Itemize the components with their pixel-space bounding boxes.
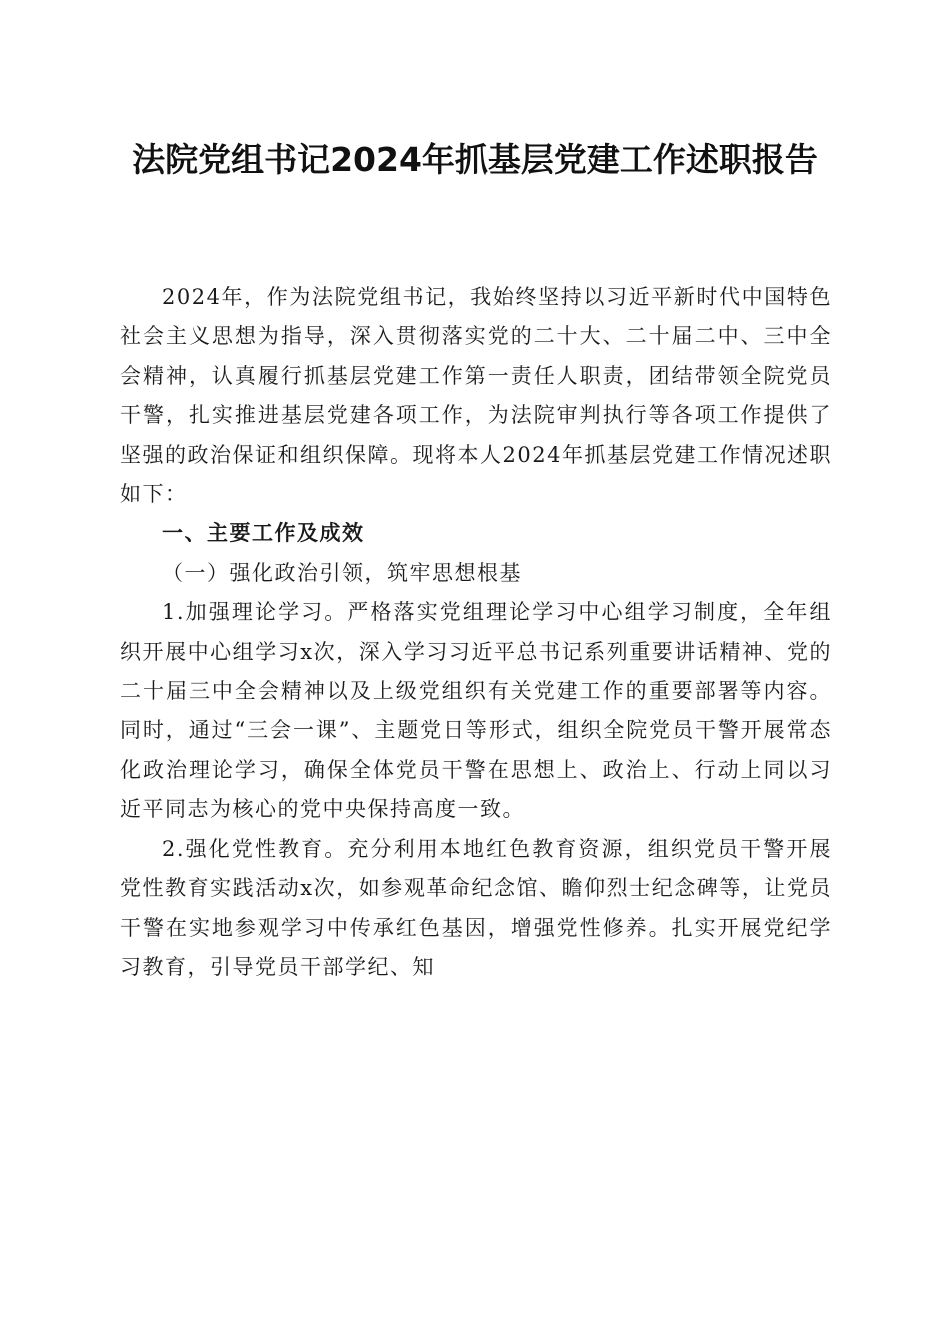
document-body <box>120 278 832 987</box>
item-party-education: 2.强化党性教育。充分利用本地红色教育资源，组织党员干警开展党性教育实践活动x次，如参观革命纪念馆、瞻仰烈士纪念碑等，让党员干警在实地参观学习中传承红色基因，增强党性修养。扎实开展党纪学习教育，引导党员干部学纪、知 <box>120 836 832 979</box>
item-theory-study: 1.加强理论学习。严格落实党组理论学习中心组学习制度，全年组织开展中心组学习x次，深入学习习近平总书记系列重要讲话精神、党的二十届三中全会精神以及上级党组织有关党建工作的重要部署等内容。同时，通过“三会一课”、主题党日等形式，组织全院党员干警开展常态化政治理论学习，确保全体党员干警在思想上、政治上、行动上同以习近平同志为核心的党中央保持高度一致。 <box>120 600 832 822</box>
subsection-heading-political-guidance: （一）强化政治引领，筑牢思想根基 <box>162 560 522 585</box>
intro-paragraph: 2024年，作为法院党组书记，我始终坚持以习近平新时代中国特色社会主义思想为指导，深入贯彻落实党的二十大、二十届二中、三中全会精神，认真履行抓基层党建工作第一责任人职责，团结带领全院党员干警，扎实推进基层党建各项工作，为法院审判执行等各项工作提供了坚强的政治保证和组织保障。现将本人2024年抓基层党建工作情况述职如下： <box>120 285 832 507</box>
document-title: 法院党组书记2024年抓基层党建工作述职报告 <box>132 140 818 179</box>
section-heading-main-work: 一、主要工作及成效 <box>162 521 365 546</box>
